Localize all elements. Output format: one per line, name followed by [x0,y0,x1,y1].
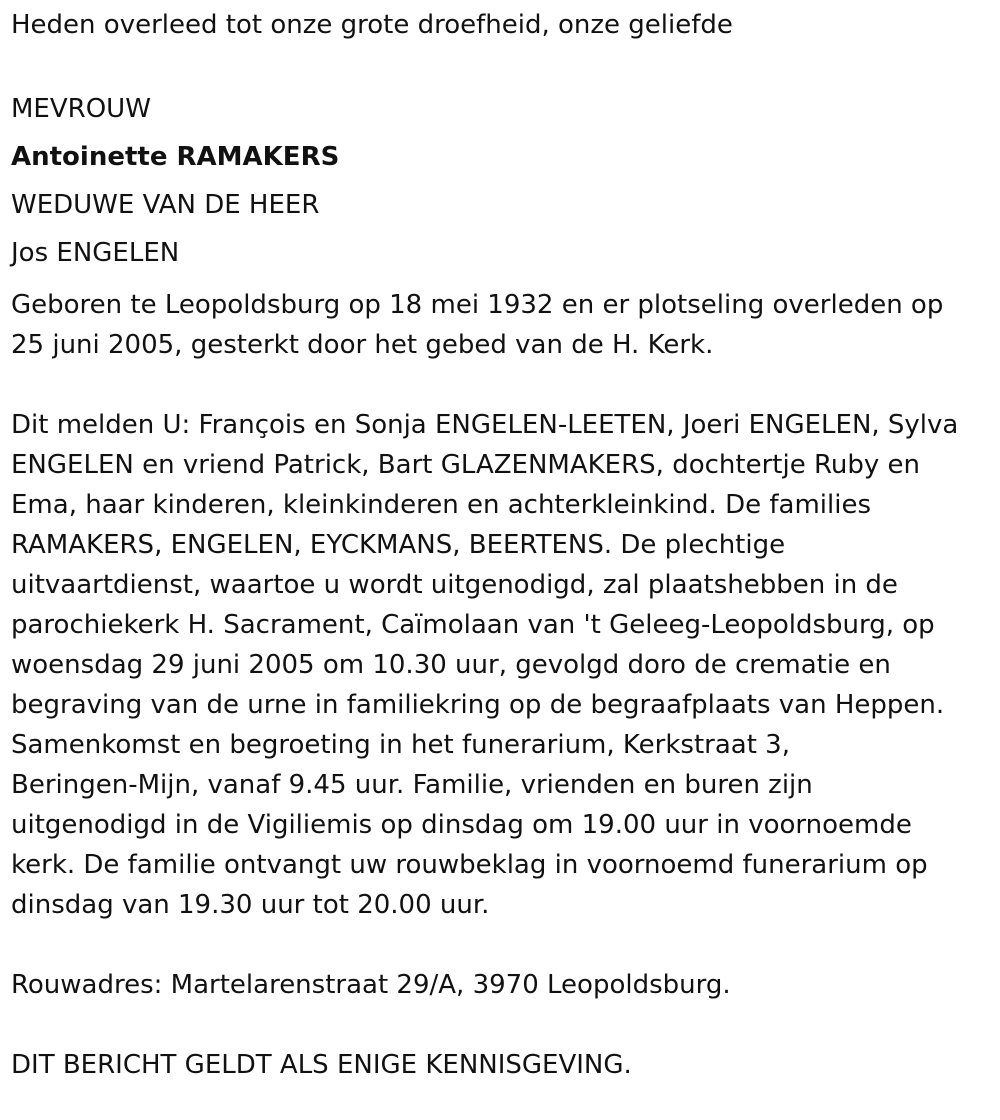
paragraph-line: RAMAKERS, ENGELEN, EYCKMANS, BEERTENS. De plechtige [11,530,786,560]
paragraph-line: woensdag 29 juni 2005 om 10.30 uur, gevolgd doro de crematie en [11,650,891,680]
paragraph-line: begraving van de urne in familiekring op de begraafplaats van Heppen. [11,690,945,720]
paragraph-line: uitvaartdienst, waartoe u wordt uitgenodigd, zal plaatshebben in de [11,570,898,600]
intro-text: Heden overleed tot onze grote droefheid, onze geliefde [11,10,733,40]
widow-of-label: WEDUWE VAN DE HEER [11,190,320,220]
paragraph-line: 25 juni 2005, gesterkt door het gebed van de H. Kerk. [11,330,714,360]
paragraph-line: parochiekerk H. Sacrament, Caïmolaan van 't Geleeg-Leopoldsburg, op [11,610,935,640]
paragraph-line: uitgenodigd in de Vigiliemis op dinsdag om 19.00 uur in voornoemde [11,810,912,840]
title-prefix: MEVROUW [11,94,151,124]
paragraph-line: Ema, haar kinderen, kleinkinderen en achterkleinkind. De families [11,490,871,520]
paragraph-line: ENGELEN en vriend Patrick, Bart GLAZENMAKERS, dochtertje Ruby en [11,450,920,480]
paragraph-line: Samenkomst en begroeting in het funerarium, Kerkstraat 3, [11,730,790,760]
obituary-notice [11,5,986,1085]
closing-statement: DIT BERICHT GELDT ALS ENIGE KENNISGEVING. [11,1050,632,1080]
mourning-address: Rouwadres: Martelarenstraat 29/A, 3970 Leopoldsburg. [11,970,731,1000]
closing-paragraph [11,1045,986,1085]
paragraph-line: Dit melden U: François en Sonja ENGELEN-LEETEN, Joeri ENGELEN, Sylva [11,410,959,440]
deceased-name: Antoinette RAMAKERS [11,142,340,172]
birth-death-paragraph [11,285,986,365]
notice-body [11,285,986,1085]
deceased-block [11,85,986,277]
announcement-paragraph [11,405,986,925]
paragraph-line: dinsdag van 19.30 uur tot 20.00 uur. [11,890,490,920]
spouse-name: Jos ENGELEN [11,238,180,268]
paragraph-line: Geboren te Leopoldsburg op 18 mei 1932 en er plotseling overleden op [11,290,944,320]
paragraph-line: kerk. De familie ontvangt uw rouwbeklag in voornoemd funerarium op [11,850,928,880]
address-paragraph [11,965,986,1005]
paragraph-line: Beringen-Mijn, vanaf 9.45 uur. Familie, vrienden en buren zijn [11,770,813,800]
